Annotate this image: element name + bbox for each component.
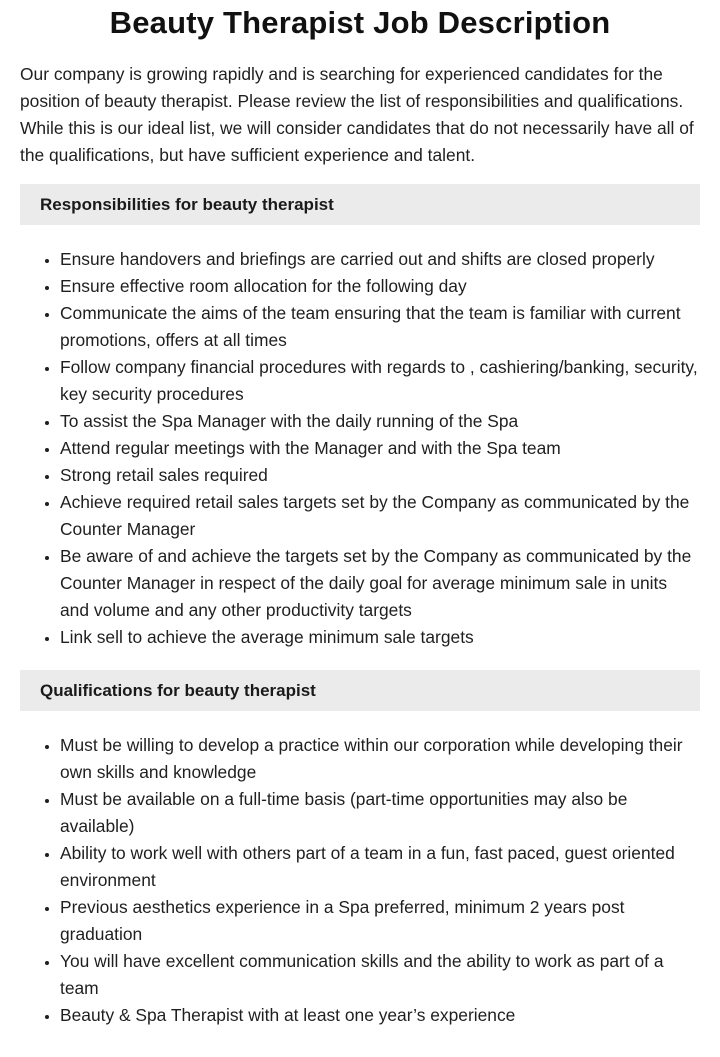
list-item: • Strong retail sales required [60, 462, 700, 489]
list-item: • Must be willing to develop a practice within our corporation while developing their own skills and knowledge [60, 732, 700, 786]
list-item: • Ensure effective room allocation for the following day [60, 273, 700, 300]
list-item: • You will have excellent communication skills and the ability to work as part of a team [60, 948, 700, 1002]
list-item: • Achieve required retail sales targets set by the Company as communicated by the Counter Manager [60, 489, 700, 543]
list-item: • Link sell to achieve the average minimum sale targets [60, 624, 700, 651]
page-title: Beauty Therapist Job Description [109, 5, 611, 40]
qualifications-list [20, 732, 700, 1029]
list-item: • Follow company financial procedures with regards to , cashiering/banking, security, key security procedures [60, 354, 700, 408]
qualifications-heading: Qualifications for beauty therapist [20, 670, 700, 711]
list-item: • Previous aesthetics experience in a Spa preferred, minimum 2 years post graduation [60, 894, 700, 948]
list-item: • Beauty & Spa Therapist with at least one year’s experience [60, 1002, 700, 1029]
list-item: • Attend regular meetings with the Manager and with the Spa team [60, 435, 700, 462]
responsibilities-heading: Responsibilities for beauty therapist [20, 184, 700, 225]
list-item: • Ability to work well with others part of a team in a fun, fast paced, guest oriented environment [60, 840, 700, 894]
list-item: • To assist the Spa Manager with the daily running of the Spa [60, 408, 700, 435]
list-item: • Ensure handovers and briefings are carried out and shifts are closed properly [60, 246, 700, 273]
intro-paragraph: Our company is growing rapidly and is searching for experienced candidates for the position of beauty therapist. Please review the list of responsibilities and qualifications. While this is our ideal list, we will consider candidates that do not necessarily have all of the qualifications, but have sufficient experience and talent. [20, 64, 694, 165]
list-item: • Must be available on a full-time basis (part-time opportunities may also be available) [60, 786, 700, 840]
responsibilities-list [20, 246, 700, 651]
list-item: • Communicate the aims of the team ensuring that the team is familiar with current promotions, offers at all times [60, 300, 700, 354]
list-item: • Be aware of and achieve the targets set by the Company as communicated by the Counter Manager in respect of the daily goal for average minimum sale in units and volume and any other productivity targets [60, 543, 700, 624]
